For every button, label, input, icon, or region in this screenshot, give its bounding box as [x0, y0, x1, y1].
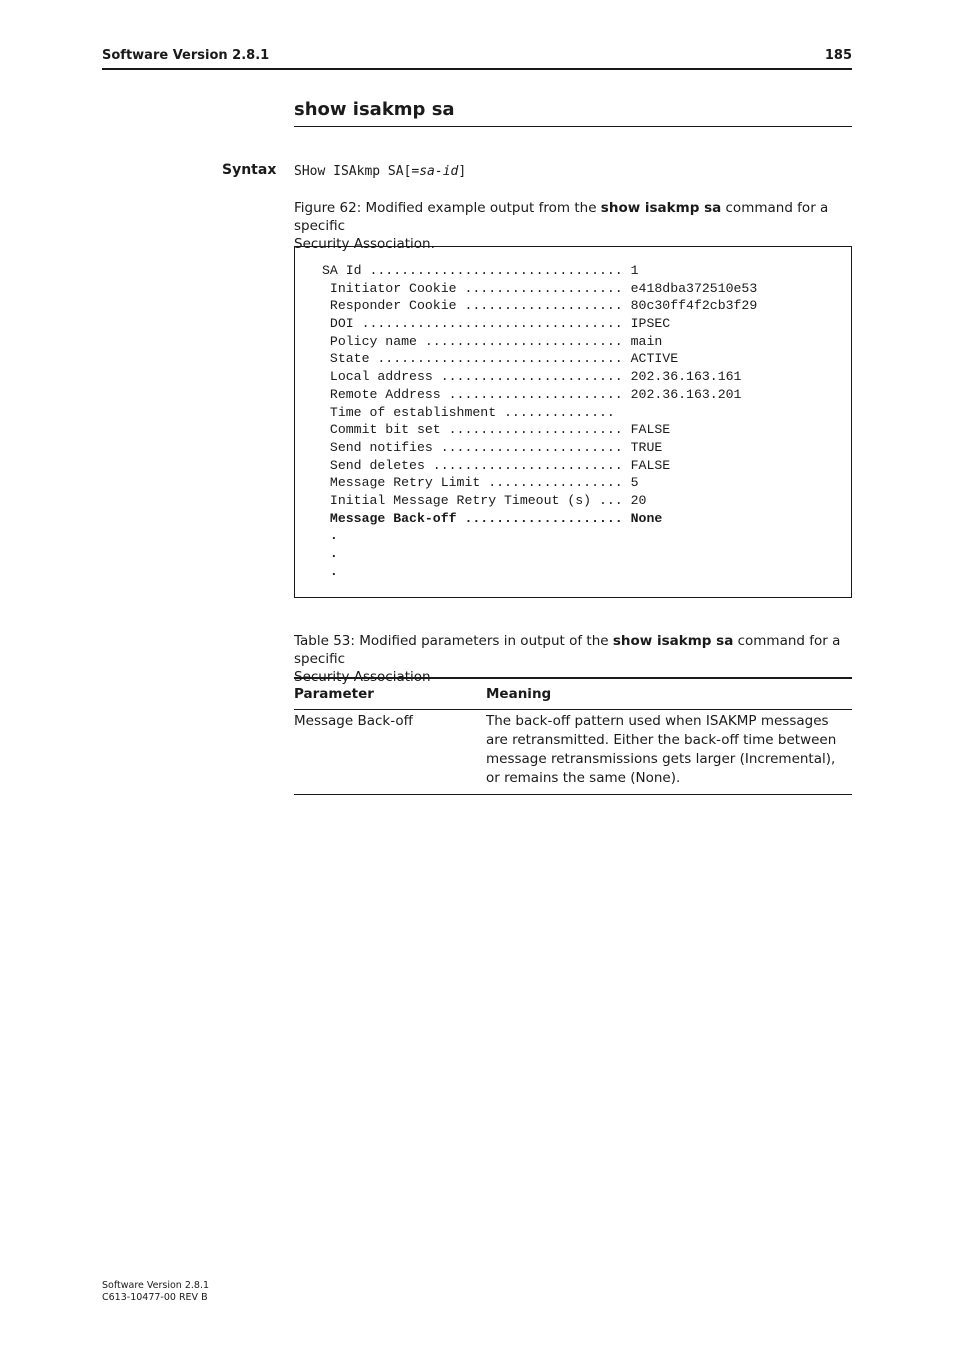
figure-caption-prefix: Figure 62: Modified example output from the: [294, 200, 601, 216]
running-header-title: Software Version 2.8.1: [102, 48, 270, 63]
table-caption-prefix: Table 53: Modified parameters in output of the: [294, 633, 613, 649]
example-output: [322, 262, 757, 580]
output-line: Initial Message Retry Timeout (s) ... 20: [322, 492, 647, 508]
example-output-box: [294, 246, 852, 598]
table-caption-command: show isakmp sa: [612, 633, 734, 649]
column-header-parameter: Parameter: [294, 678, 486, 710]
output-line: Remote Address ...................... 202.36.163.201: [322, 386, 742, 402]
output-line: SA Id ................................ 1: [322, 263, 639, 278]
output-line: Send deletes ........................ FALSE: [322, 457, 671, 473]
output-line: Message Retry Limit ................. 5: [322, 475, 639, 491]
cell-parameter: Message Back-off: [294, 713, 413, 729]
footer-version: Software Version 2.8.1: [102, 1280, 210, 1291]
table-caption-suffix: command for a specific: [294, 633, 841, 667]
cell-meaning: The back-off pattern used when ISAKMP messages are retransmitted. Either the back-off time between message retransmissions gets larger (Incremental), or remains the same (None).: [486, 713, 837, 786]
syntax-command: [294, 164, 466, 179]
output-line: Send notifies ....................... TRUE: [322, 439, 663, 455]
column-header-meaning: Meaning: [486, 678, 852, 710]
output-line: Initiator Cookie .................... e418dba372510e53: [322, 280, 758, 296]
syntax-command-param: sa-id: [419, 164, 459, 179]
output-ellipsis-dot: .: [322, 528, 338, 544]
table-header-row: [294, 678, 852, 710]
page-number: 185: [824, 48, 852, 63]
output-ellipsis-dot: .: [322, 563, 338, 579]
output-ellipsis-dot: .: [322, 546, 338, 561]
figure-caption-suffix: command for a specific: [294, 200, 829, 234]
output-line-highlighted: Message Back-off .................... None: [322, 510, 663, 526]
table-caption-line2: Security Association: [294, 669, 431, 685]
output-line: Local address ....................... 202.36.163.161: [322, 369, 742, 385]
header-rule: [102, 68, 852, 70]
output-line: DOI ................................. IPSEC: [322, 316, 671, 332]
output-line: Commit bit set ...................... FALSE: [322, 422, 671, 438]
output-line: Time of establishment ..............: [322, 404, 615, 420]
output-line: Responder Cookie .................... 80c30ff4f2cb3f29: [322, 298, 758, 314]
section-rule: [294, 126, 852, 127]
parameters-table: [294, 677, 852, 795]
table-row: [294, 710, 852, 795]
syntax-command-suffix: ]: [458, 164, 467, 179]
footer-doc-number: C613-10477-00 REV B: [102, 1292, 208, 1303]
figure-caption-command: show isakmp sa: [600, 200, 722, 216]
syntax-label: Syntax: [222, 162, 277, 178]
output-line: State ............................... ACTIVE: [322, 351, 679, 367]
section-title: show isakmp sa: [294, 99, 455, 120]
syntax-command-prefix: SHow ISAkmp SA[=: [294, 164, 420, 179]
output-line: Policy name ......................... main: [322, 333, 663, 349]
figure-caption-line2: Security Association.: [294, 236, 435, 252]
figure-caption: [294, 199, 852, 253]
